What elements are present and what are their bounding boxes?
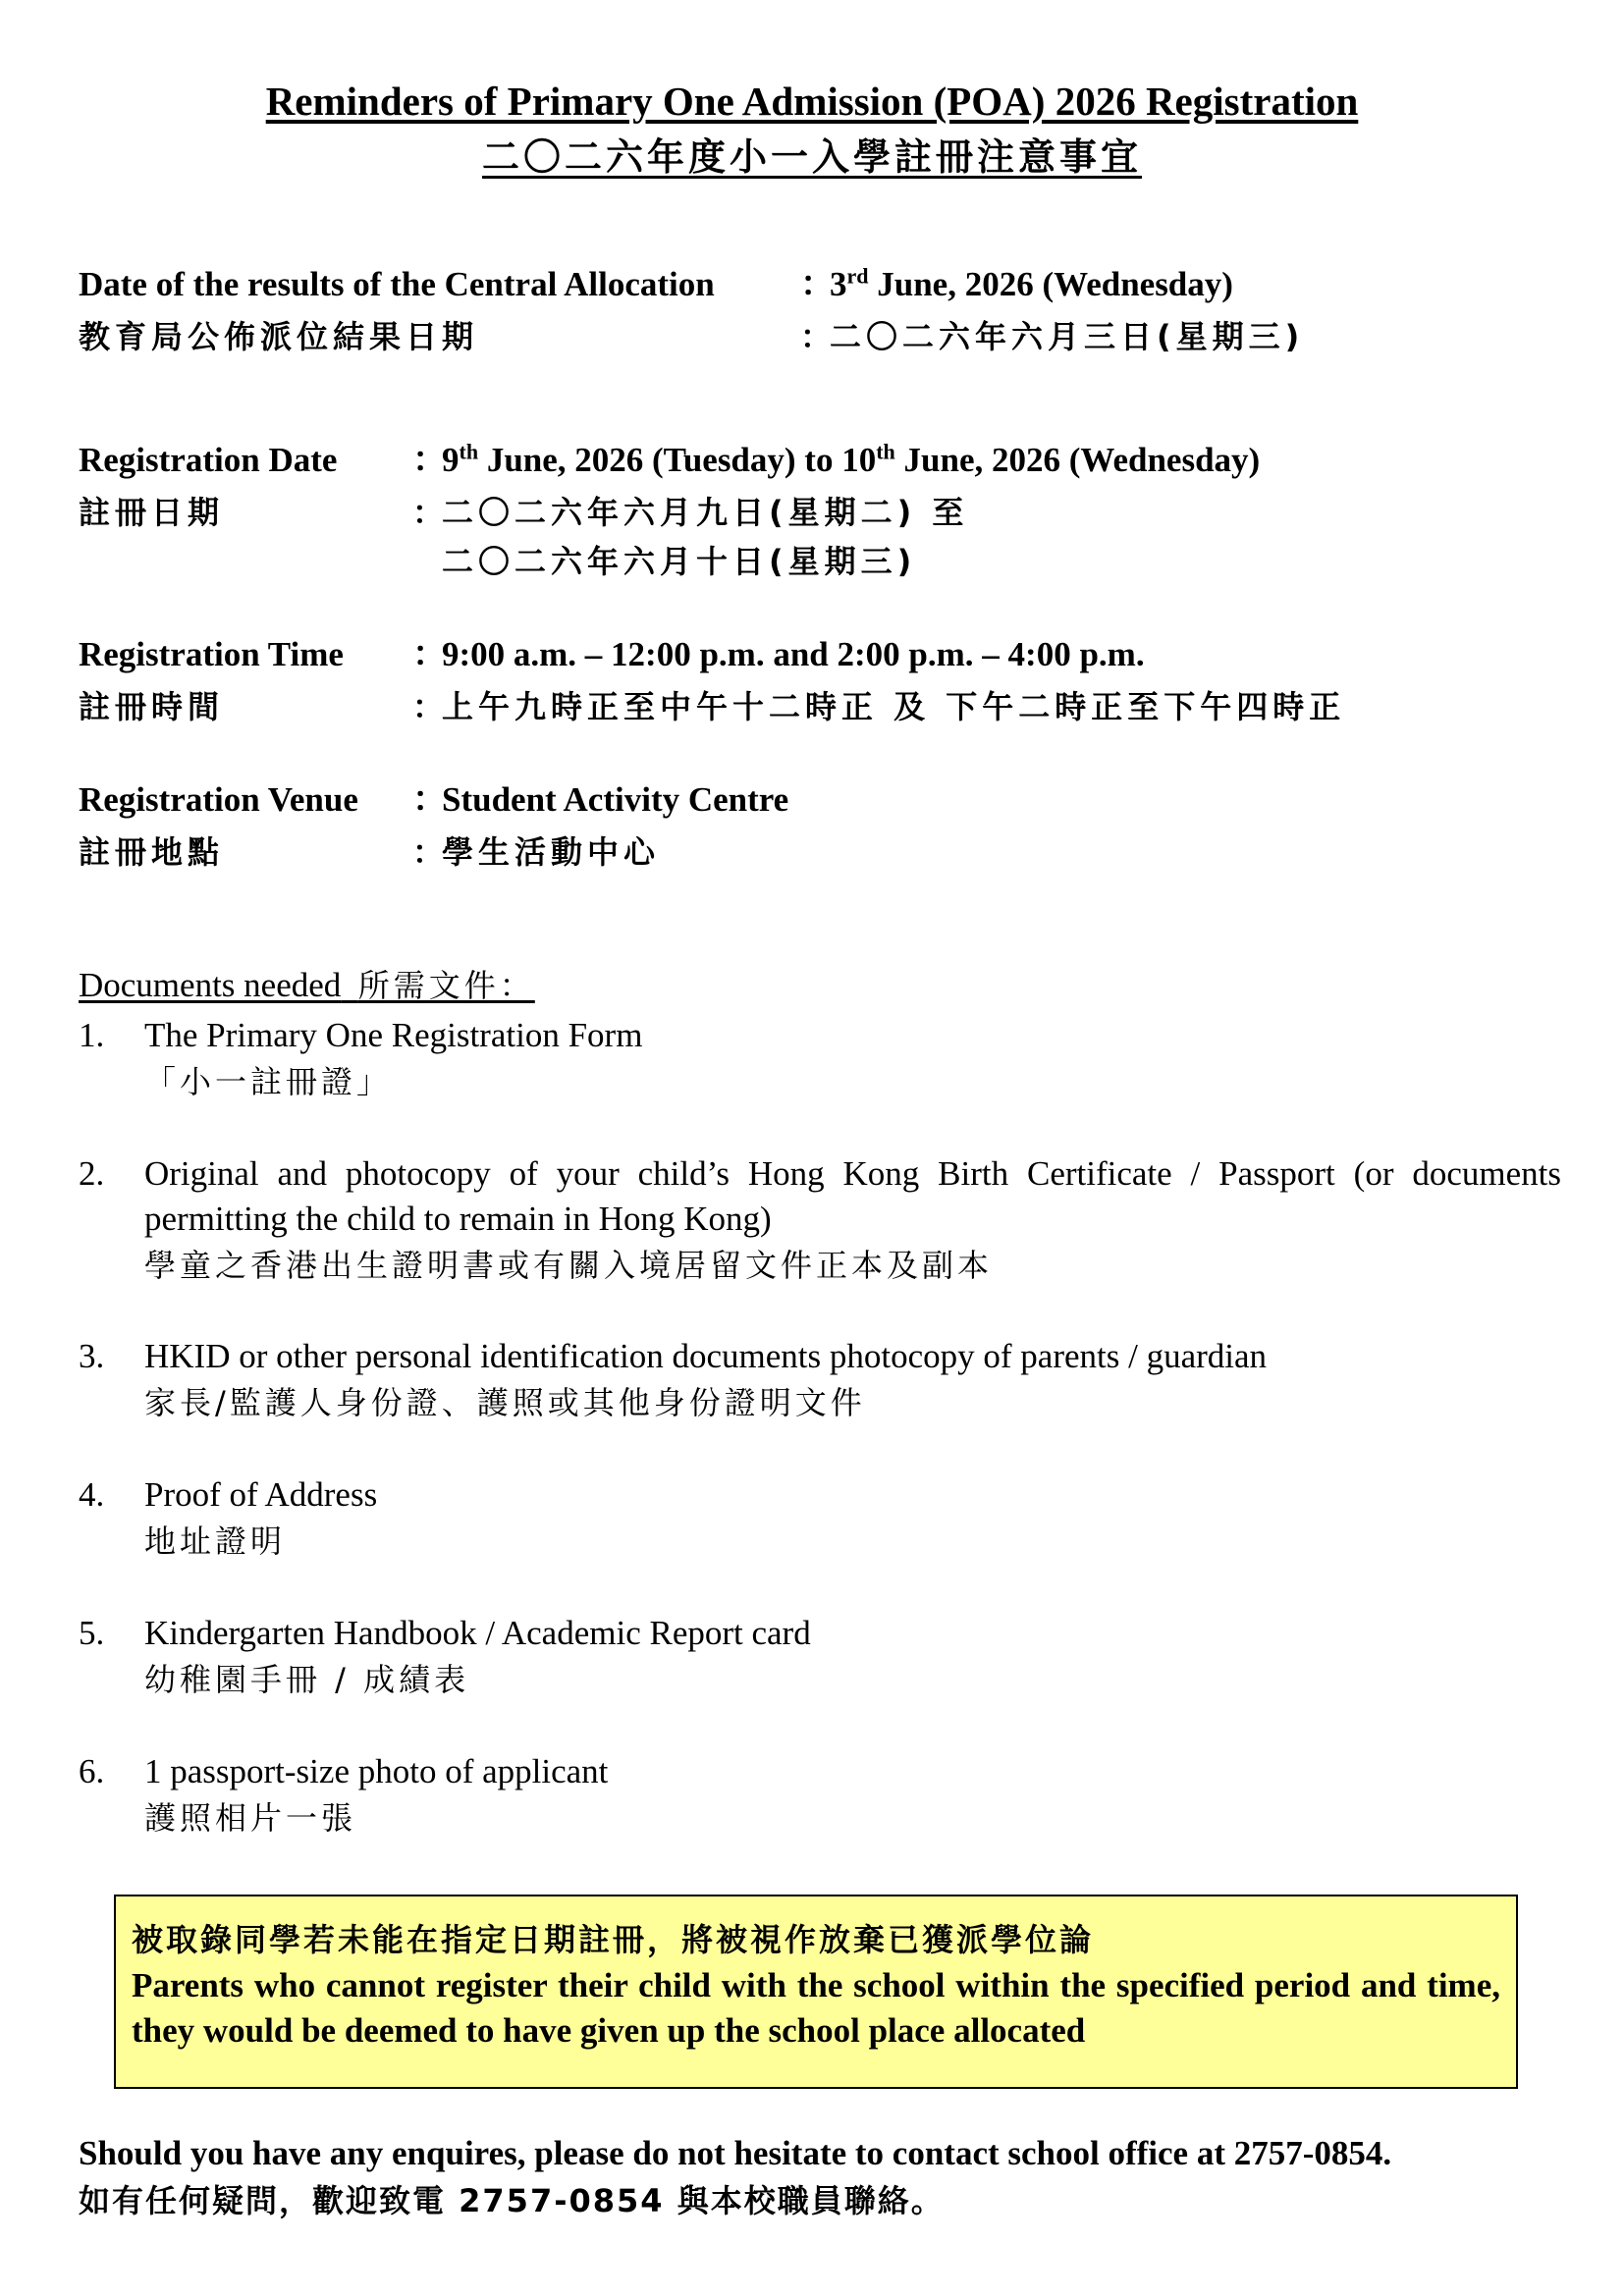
colon: ：: [412, 688, 450, 725]
central-allocation-date-zh: 二〇二六年六月三日(星期三): [830, 318, 1305, 355]
footer-contact-en: Should you have any enquires, please do not hesitate to contact school office at 2757-0854.: [79, 2134, 1392, 2172]
document-item-number: 6.: [79, 1752, 105, 1790]
page-title-en: Reminders of Primary One Admission (POA) 2026 Registration: [265, 79, 1359, 124]
registration-start-rest: June, 2026 (Tuesday) to: [478, 441, 842, 479]
registration-time-value-zh: [412, 682, 1345, 731]
central-allocation-label-en: Date of the results of the Central Allocation: [79, 265, 715, 303]
registration-end-rest: June, 2026 (Wednesday): [894, 441, 1261, 479]
page-title-zh: 二〇二六年度小一入學註冊注意事宜: [481, 135, 1142, 179]
central-allocation-row-en: [79, 260, 715, 309]
central-allocation-date-rest: June, 2026 (Wednesday): [868, 265, 1233, 303]
registration-date-label-zh: 註冊日期: [79, 494, 225, 531]
document-item-en: HKID or other personal identification documents photocopy of parents / guardian: [144, 1337, 1268, 1375]
document-item-en: Proof of Address: [144, 1475, 378, 1514]
documents-heading-zh: 所需文件：: [357, 967, 535, 1004]
footer-contact: [79, 2130, 1571, 2224]
colon: ：: [412, 833, 450, 871]
document-item-number: 4.: [79, 1475, 105, 1514]
document-item-number: 3.: [79, 1337, 105, 1375]
registration-date-value-en: [412, 436, 1260, 485]
central-allocation-value-zh: [800, 312, 1304, 361]
registration-end-suffix: th: [876, 439, 895, 464]
colon: ：: [800, 318, 838, 355]
registration-venue-zh: 學生活動中心: [442, 833, 661, 871]
document-item-zh: 幼稚園手冊 / 成績表: [144, 1661, 470, 1698]
colon: ：: [412, 441, 448, 479]
document-item-en: Original and photocopy of your child’s Hong Kong Birth Certificate / Passport (or documents permitting the child to remain in Hong Kong): [144, 1154, 1561, 1238]
registration-venue-en: Student Activity Centre: [442, 780, 789, 819]
registration-start-suffix: th: [459, 439, 479, 464]
document-item-1: [79, 1013, 1561, 1105]
registration-time-label-en: Registration Time: [79, 635, 344, 673]
document-item-en: Kindergarten Handbook / Academic Report card: [144, 1614, 811, 1652]
central-allocation-value-en: [800, 260, 1233, 309]
registration-end-day: 10: [841, 441, 877, 479]
document-item-number: 5.: [79, 1614, 105, 1652]
document-item-en: The Primary One Registration Form: [144, 1016, 643, 1054]
registration-date-value-zh-1: [412, 488, 968, 537]
central-allocation-day: 3: [830, 265, 847, 303]
document-item-5: [79, 1611, 1561, 1703]
registration-venue-value-zh: [412, 828, 660, 877]
documents-heading: [79, 962, 535, 1009]
registration-date-label-en: Registration Date: [79, 441, 338, 479]
registration-time-en: 9:00 a.m. – 12:00 p.m. and 2:00 p.m. – 4:00 p.m.: [442, 635, 1145, 673]
registration-date-zh-line1: 二〇二六年六月九日(星期二) 至: [442, 494, 969, 531]
colon: ：: [800, 265, 836, 303]
central-allocation-label-zh: 教育局公佈派位結果日期: [79, 318, 479, 355]
document-item-zh: 地址證明: [144, 1522, 287, 1560]
document-item-number: 1.: [79, 1016, 105, 1054]
colon: ：: [412, 780, 448, 819]
document-item-3: [79, 1334, 1561, 1426]
footer-contact-zh: 如有任何疑問，歡迎致電 2757-0854 與本校職員聯絡。: [79, 2182, 945, 2219]
registration-venue-value-en: [412, 775, 788, 825]
document-item-number: 2.: [79, 1154, 105, 1193]
registration-start-day: 9: [442, 441, 460, 479]
document-item-zh: 護照相片一張: [144, 1799, 357, 1837]
document-item-2: [79, 1151, 1561, 1289]
document-item-zh: 「小一註冊證」: [144, 1063, 393, 1100]
registration-time-zh: 上午九時正至中午十二時正 及 下午二時正至下午四時正: [442, 688, 1346, 725]
document-item-en: 1 passport-size photo of applicant: [144, 1752, 609, 1790]
page-title-block: [0, 77, 1624, 185]
notice-box: [114, 1895, 1518, 2089]
document-item-4: [79, 1472, 1561, 1565]
document-item-6: [79, 1749, 1561, 1842]
document-item-zh: 家長/監護人身份證、護照或其他身份證明文件: [144, 1384, 866, 1421]
notice-zh: 被取錄同學若未能在指定日期註冊，將被視作放棄已獲派學位論: [132, 1921, 1095, 1958]
registration-date-value-zh-2: 二〇二六年六月十日(星期三): [442, 543, 917, 580]
document-item-zh: 學童之香港出生證明書或有關入境居留文件正本及副本: [144, 1247, 994, 1284]
colon: ：: [412, 635, 448, 673]
registration-venue-label-zh: 註冊地點: [79, 833, 225, 871]
central-allocation-day-suffix: rd: [846, 263, 869, 289]
documents-heading-en: Documents needed: [79, 966, 342, 1004]
registration-venue-label-en: Registration Venue: [79, 780, 358, 819]
colon: ：: [412, 494, 450, 531]
registration-time-value-en: [412, 630, 1145, 679]
registration-time-label-zh: 註冊時間: [79, 688, 225, 725]
notice-en: Parents who cannot register their child with the school within the specified period and time, they would be deemed to have given up the school place allocated: [132, 1966, 1500, 2050]
